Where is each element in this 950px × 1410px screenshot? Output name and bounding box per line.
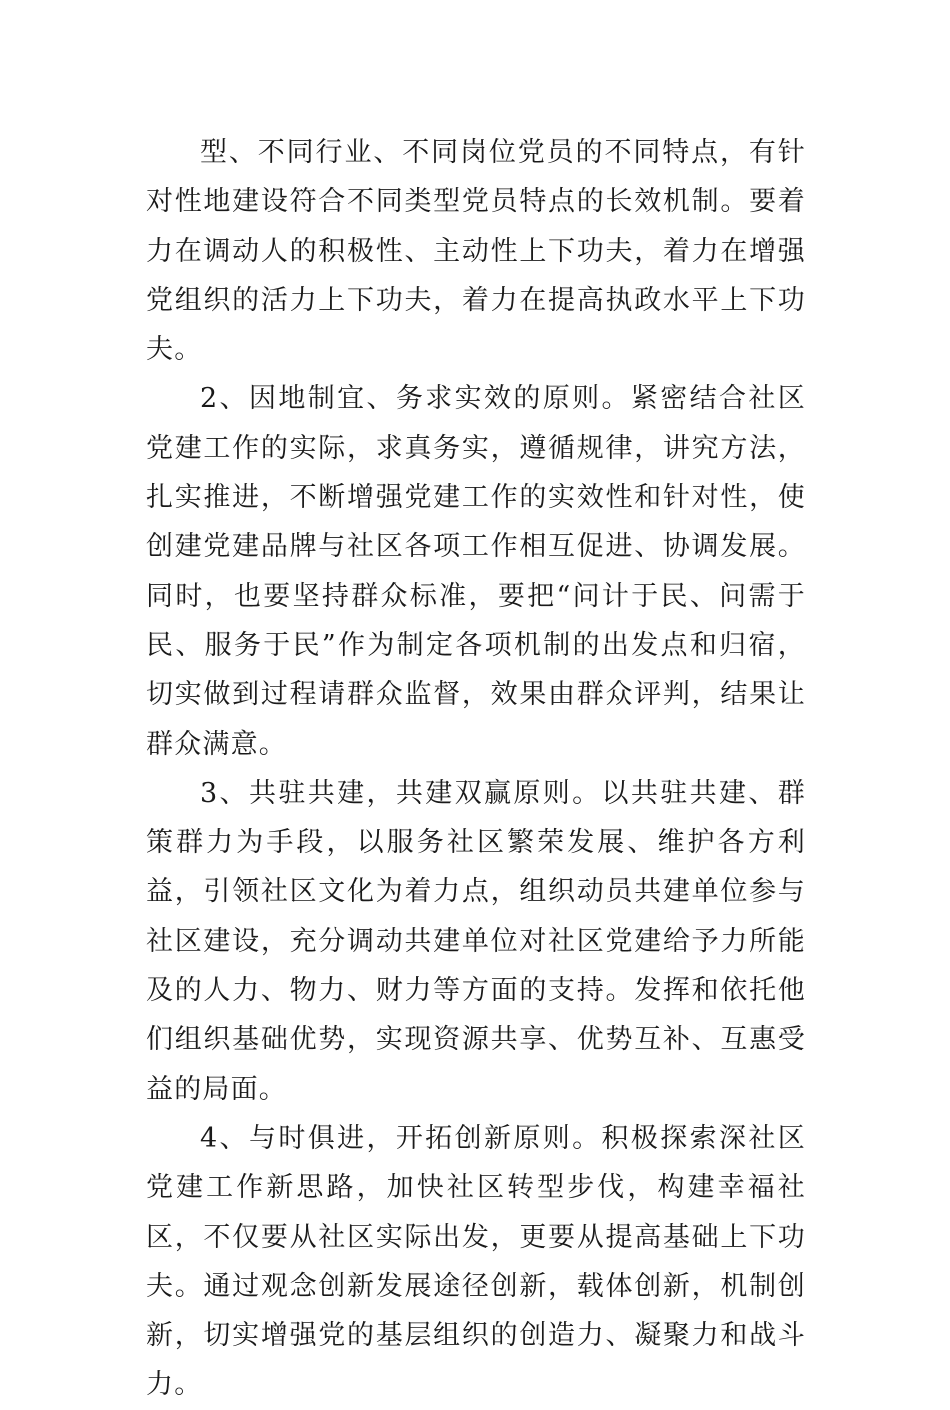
paragraph-principle-2: 2、因地制宜、务求实效的原则。紧密结合社区党建工作的实际，求真务实，遵循规律，讲究方法，扎实推进，不断增强党建工作的实效性和针对性，使创建党建品牌与社区各项工作相互促进、协调发展。同时，也要坚持群众标准，要把“问计于民、问需于民、服务于民”作为制定各项机制的出发点和归宿，切实做到过程请群众监督，效果由群众评判，结果让群众满意。 <box>146 383 806 760</box>
document-body <box>146 128 806 1410</box>
paragraph-principle-3: 3、共驻共建，共建双赢原则。以共驻共建、群策群力为手段，以服务社区繁荣发展、维护各方利益，引领社区文化为着力点，组织动员共建单位参与社区建设，充分调动共建单位对社区党建给予力所能及的人力、物力、财力等方面的支持。发挥和依托他们组织基础优势，实现资源共享、优势互补、互惠受益的局面。 <box>146 777 806 1105</box>
paragraph-continuation: 型、不同行业、不同岗位党员的不同特点，有针对性地建设符合不同类型党员特点的长效机制。要着力在调动人的积极性、主动性上下功夫，着力在增强党组织的活力上下功夫，着力在提高执政水平上下功夫。 <box>146 137 806 366</box>
paragraph-principle-4: 4、与时俱进，开拓创新原则。积极探索深社区党建工作新思路，加快社区转型步伐，构建幸福社区，不仅要从社区实际出发，更要从提高基础上下功夫。通过观念创新发展途径创新，载体创新，机制创新，切实增强党的基层组织的创造力、凝聚力和战斗力。 <box>146 1122 806 1401</box>
